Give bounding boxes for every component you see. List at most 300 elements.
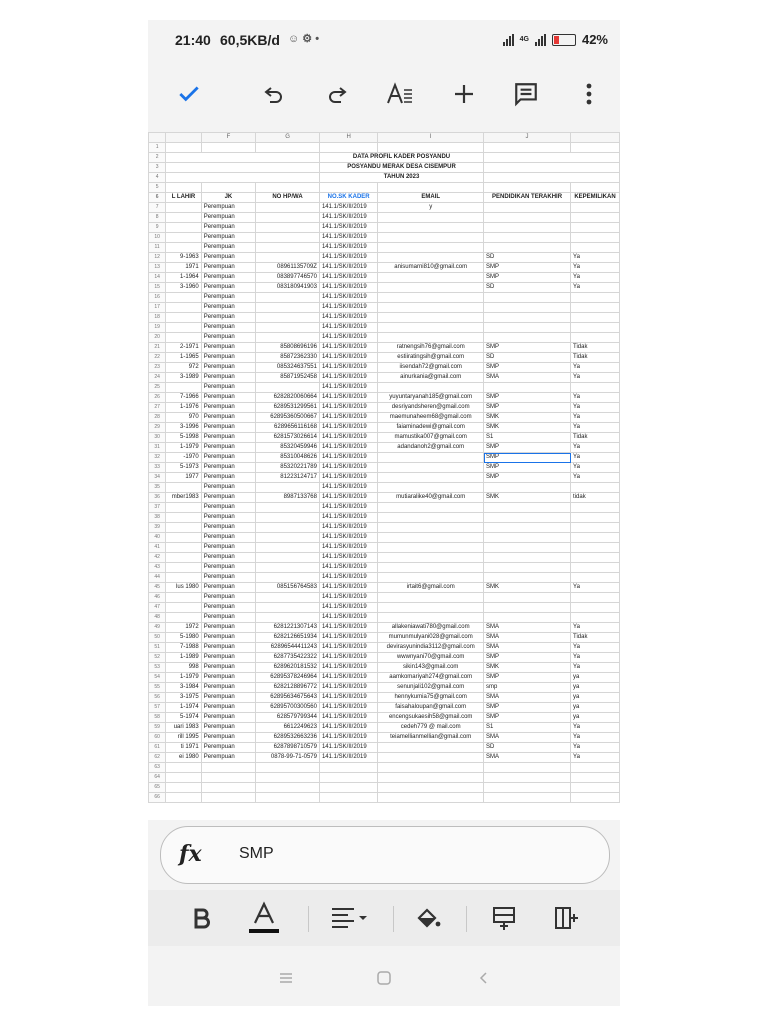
- grid-cell[interactable]: [378, 773, 484, 783]
- grid-cell[interactable]: 1-1979: [166, 673, 202, 683]
- grid-cell[interactable]: [256, 313, 320, 323]
- column-header[interactable]: [166, 133, 202, 143]
- grid-cell[interactable]: 141.1/SK/II/2019: [319, 703, 377, 713]
- grid-cell[interactable]: [378, 753, 484, 763]
- row-number[interactable]: 9: [149, 223, 166, 233]
- grid-cell[interactable]: 141.1/SK/II/2019: [319, 213, 377, 223]
- grid-cell[interactable]: 141.1/SK/II/2019: [319, 553, 377, 563]
- grid-cell[interactable]: [378, 573, 484, 583]
- grid-cell[interactable]: 141.1/SK/II/2019: [319, 453, 377, 463]
- grid-cell[interactable]: cedeh779 @ mail.com: [378, 723, 484, 733]
- grid-cell[interactable]: Perempuan: [201, 623, 255, 633]
- grid-cell[interactable]: encengsukaesih58@gmail.com: [378, 713, 484, 723]
- grid-cell[interactable]: [378, 553, 484, 563]
- grid-cell[interactable]: 141.1/SK/II/2019: [319, 723, 377, 733]
- row-number[interactable]: 17: [149, 303, 166, 313]
- grid-cell[interactable]: Perempuan: [201, 503, 255, 513]
- grid-cell[interactable]: ainurkania@gmail.com: [378, 373, 484, 383]
- grid-cell[interactable]: 141.1/SK/II/2019: [319, 503, 377, 513]
- grid-cell[interactable]: -1970: [166, 453, 202, 463]
- row-number[interactable]: 40: [149, 533, 166, 543]
- grid-cell[interactable]: 141.1/SK/II/2019: [319, 753, 377, 763]
- grid-cell[interactable]: [484, 603, 571, 613]
- grid-cell[interactable]: [166, 153, 320, 163]
- home-icon[interactable]: [370, 964, 398, 992]
- grid-cell[interactable]: ya: [571, 703, 620, 713]
- grid-cell[interactable]: [166, 203, 202, 213]
- grid-cell[interactable]: Ya: [571, 743, 620, 753]
- grid-cell[interactable]: Perempuan: [201, 573, 255, 583]
- grid-cell[interactable]: 628579799344: [256, 713, 320, 723]
- row-number[interactable]: 61: [149, 743, 166, 753]
- grid-cell[interactable]: [378, 523, 484, 533]
- row-number[interactable]: 47: [149, 603, 166, 613]
- grid-cell[interactable]: 6289620181532: [256, 663, 320, 673]
- grid-cell[interactable]: Perempuan: [201, 723, 255, 733]
- grid-cell[interactable]: [571, 213, 620, 223]
- column-title[interactable]: PENDIDIKAN TERAKHIR: [484, 193, 571, 203]
- grid-cell[interactable]: [484, 773, 571, 783]
- grid-cell[interactable]: 141.1/SK/II/2019: [319, 603, 377, 613]
- grid-cell[interactable]: [166, 573, 202, 583]
- grid-cell[interactable]: 1-1989: [166, 653, 202, 663]
- row-number[interactable]: 22: [149, 353, 166, 363]
- grid-cell[interactable]: SMA: [484, 633, 571, 643]
- grid-cell[interactable]: 141.1/SK/II/2019: [319, 653, 377, 663]
- column-header[interactable]: G: [256, 133, 320, 143]
- grid-cell[interactable]: S1: [484, 433, 571, 443]
- grid-cell[interactable]: [378, 743, 484, 753]
- grid-cell[interactable]: Perempuan: [201, 423, 255, 433]
- grid-cell[interactable]: [378, 383, 484, 393]
- grid-cell[interactable]: [166, 773, 202, 783]
- column-title[interactable]: JK: [201, 193, 255, 203]
- row-number[interactable]: 14: [149, 273, 166, 283]
- grid-cell[interactable]: [166, 503, 202, 513]
- grid-cell[interactable]: [319, 763, 377, 773]
- grid-cell[interactable]: 6612249623: [256, 723, 320, 733]
- grid-cell[interactable]: SMA: [484, 753, 571, 763]
- grid-cell[interactable]: 141.1/SK/II/2019: [319, 523, 377, 533]
- row-number[interactable]: 32: [149, 453, 166, 463]
- grid-cell[interactable]: [378, 793, 484, 803]
- grid-cell[interactable]: [484, 313, 571, 323]
- grid-cell[interactable]: SMP: [484, 343, 571, 353]
- grid-cell[interactable]: [256, 333, 320, 343]
- grid-cell[interactable]: Perempuan: [201, 653, 255, 663]
- grid-cell[interactable]: [571, 483, 620, 493]
- grid-cell[interactable]: yuyuntaryanah185@gmail.com: [378, 393, 484, 403]
- grid-cell[interactable]: [571, 503, 620, 513]
- row-number[interactable]: 53: [149, 663, 166, 673]
- grid-cell[interactable]: Perempuan: [201, 263, 255, 273]
- grid-cell[interactable]: 6282126651934: [256, 633, 320, 643]
- grid-cell[interactable]: [256, 573, 320, 583]
- insert-column-icon[interactable]: [548, 900, 584, 936]
- grid-cell[interactable]: lus 1980: [166, 583, 202, 593]
- grid-cell[interactable]: 1-1974: [166, 703, 202, 713]
- grid-cell[interactable]: 998: [166, 663, 202, 673]
- grid-cell[interactable]: [484, 293, 571, 303]
- grid-cell[interactable]: [378, 763, 484, 773]
- grid-cell[interactable]: Perempuan: [201, 563, 255, 573]
- grid-cell[interactable]: Perempuan: [201, 283, 255, 293]
- grid-cell[interactable]: [256, 203, 320, 213]
- grid-cell[interactable]: Perempuan: [201, 533, 255, 543]
- grid-cell[interactable]: Ya: [571, 373, 620, 383]
- selected-cell[interactable]: SMP: [484, 453, 571, 463]
- grid-cell[interactable]: SMK: [484, 493, 571, 503]
- grid-cell[interactable]: Perempuan: [201, 583, 255, 593]
- grid-cell[interactable]: SMP: [484, 393, 571, 403]
- grid-cell[interactable]: 141.1/SK/II/2019: [319, 373, 377, 383]
- grid-cell[interactable]: SMP: [484, 363, 571, 373]
- grid-cell[interactable]: Perempuan: [201, 273, 255, 283]
- grid-cell[interactable]: mamustika007@gmail.com: [378, 433, 484, 443]
- grid-cell[interactable]: 141.1/SK/II/2019: [319, 233, 377, 243]
- row-number[interactable]: 63: [149, 763, 166, 773]
- grid-cell[interactable]: 141.1/SK/II/2019: [319, 433, 377, 443]
- grid-cell[interactable]: [319, 793, 377, 803]
- grid-cell[interactable]: Perempuan: [201, 453, 255, 463]
- grid-cell[interactable]: 141.1/SK/II/2019: [319, 583, 377, 593]
- grid-cell[interactable]: anisumarni810@gmail.com: [378, 263, 484, 273]
- grid-cell[interactable]: Perempuan: [201, 233, 255, 243]
- grid-cell[interactable]: Perempuan: [201, 493, 255, 503]
- row-number[interactable]: 27: [149, 403, 166, 413]
- grid-cell[interactable]: Perempuan: [201, 293, 255, 303]
- grid-cell[interactable]: [571, 763, 620, 773]
- row-number[interactable]: 30: [149, 433, 166, 443]
- grid-cell[interactable]: [166, 513, 202, 523]
- grid-cell[interactable]: 141.1/SK/II/2019: [319, 543, 377, 553]
- grid-cell[interactable]: Perempuan: [201, 413, 255, 423]
- grid-cell[interactable]: 3-1975: [166, 693, 202, 703]
- grid-cell[interactable]: [256, 243, 320, 253]
- grid-cell[interactable]: Ya: [571, 733, 620, 743]
- grid-cell[interactable]: ya: [571, 683, 620, 693]
- grid-cell[interactable]: [571, 143, 620, 153]
- grid-cell[interactable]: SMA: [484, 693, 571, 703]
- grid-cell[interactable]: 141.1/SK/II/2019: [319, 333, 377, 343]
- grid-cell[interactable]: [378, 233, 484, 243]
- grid-cell[interactable]: Ya: [571, 283, 620, 293]
- grid-cell[interactable]: 083180941903: [256, 283, 320, 293]
- grid-cell[interactable]: 85310048626: [256, 453, 320, 463]
- grid-cell[interactable]: [484, 783, 571, 793]
- row-number[interactable]: 55: [149, 683, 166, 693]
- grid-cell[interactable]: [166, 783, 202, 793]
- grid-cell[interactable]: Ya: [571, 263, 620, 273]
- grid-cell[interactable]: Perempuan: [201, 213, 255, 223]
- grid-cell[interactable]: [378, 513, 484, 523]
- grid-cell[interactable]: [484, 793, 571, 803]
- grid-cell[interactable]: 1-1979: [166, 443, 202, 453]
- comment-icon[interactable]: [510, 78, 542, 110]
- row-number[interactable]: 45: [149, 583, 166, 593]
- grid-cell[interactable]: [484, 533, 571, 543]
- grid-cell[interactable]: maemunaheem68@gmail.com: [378, 413, 484, 423]
- grid-cell[interactable]: [166, 303, 202, 313]
- grid-cell[interactable]: 6289532663236: [256, 733, 320, 743]
- row-number[interactable]: 11: [149, 243, 166, 253]
- grid-cell[interactable]: [166, 543, 202, 553]
- grid-cell[interactable]: [201, 143, 255, 153]
- grid-cell[interactable]: [484, 323, 571, 333]
- grid-cell[interactable]: [256, 533, 320, 543]
- row-number[interactable]: 21: [149, 343, 166, 353]
- grid-cell[interactable]: 62895360500667: [256, 413, 320, 423]
- grid-cell[interactable]: Ya: [571, 443, 620, 453]
- grid-cell[interactable]: Perempuan: [201, 343, 255, 353]
- column-title[interactable]: NO.SK KADER: [319, 193, 377, 203]
- grid-cell[interactable]: [484, 243, 571, 253]
- grid-cell[interactable]: [484, 573, 571, 583]
- grid-cell[interactable]: Perempuan: [201, 593, 255, 603]
- row-number[interactable]: 38: [149, 513, 166, 523]
- grid-cell[interactable]: Perempuan: [201, 633, 255, 643]
- row-number[interactable]: 20: [149, 333, 166, 343]
- grid-cell[interactable]: SMK: [484, 663, 571, 673]
- grid-cell[interactable]: SMP: [484, 263, 571, 273]
- grid-cell[interactable]: [378, 143, 484, 153]
- grid-cell[interactable]: [378, 613, 484, 623]
- grid-cell[interactable]: 141.1/SK/II/2019: [319, 573, 377, 583]
- column-title[interactable]: KEPEMILIKAN: [571, 193, 620, 203]
- grid-cell[interactable]: 970: [166, 413, 202, 423]
- grid-cell[interactable]: [166, 163, 320, 173]
- row-number[interactable]: 35: [149, 483, 166, 493]
- more-vert-icon[interactable]: [573, 78, 605, 110]
- grid-cell[interactable]: Ya: [571, 423, 620, 433]
- grid-cell[interactable]: Perempuan: [201, 713, 255, 723]
- grid-cell[interactable]: [201, 783, 255, 793]
- grid-cell[interactable]: Perempuan: [201, 383, 255, 393]
- grid-cell[interactable]: 0878-99-71-0579: [256, 753, 320, 763]
- grid-cell[interactable]: Perempuan: [201, 703, 255, 713]
- grid-cell[interactable]: Perempuan: [201, 443, 255, 453]
- grid-cell[interactable]: 141.1/SK/II/2019: [319, 273, 377, 283]
- grid-cell[interactable]: Tidak: [571, 433, 620, 443]
- row-number[interactable]: 65: [149, 783, 166, 793]
- grid-cell[interactable]: 141.1/SK/II/2019: [319, 633, 377, 643]
- grid-cell[interactable]: [378, 303, 484, 313]
- grid-cell[interactable]: irtait6@gmail.com: [378, 583, 484, 593]
- grid-cell[interactable]: [484, 213, 571, 223]
- grid-cell[interactable]: Perempuan: [201, 693, 255, 703]
- row-number[interactable]: 59: [149, 723, 166, 733]
- row-number[interactable]: 1: [149, 143, 166, 153]
- grid-cell[interactable]: [166, 173, 320, 183]
- grid-cell[interactable]: [166, 793, 202, 803]
- grid-cell[interactable]: [484, 303, 571, 313]
- grid-cell[interactable]: Perempuan: [201, 553, 255, 563]
- grid-cell[interactable]: [166, 613, 202, 623]
- grid-cell[interactable]: Perempuan: [201, 683, 255, 693]
- grid-cell[interactable]: [571, 223, 620, 233]
- grid-cell[interactable]: Ya: [571, 473, 620, 483]
- grid-cell[interactable]: 141.1/SK/II/2019: [319, 303, 377, 313]
- grid-cell[interactable]: Perempuan: [201, 603, 255, 613]
- add-icon[interactable]: [448, 78, 480, 110]
- grid-cell[interactable]: adandanoh2@gmail.com: [378, 443, 484, 453]
- grid-cell[interactable]: [166, 323, 202, 333]
- grid-cell[interactable]: Perempuan: [201, 483, 255, 493]
- grid-cell[interactable]: Perempuan: [201, 743, 255, 753]
- recents-icon[interactable]: [272, 964, 300, 992]
- grid-cell[interactable]: SMP: [484, 403, 571, 413]
- grid-cell[interactable]: SD: [484, 283, 571, 293]
- grid-cell[interactable]: 141.1/SK/II/2019: [319, 343, 377, 353]
- grid-cell[interactable]: 141.1/SK/II/2019: [319, 683, 377, 693]
- grid-cell[interactable]: 3-1989: [166, 373, 202, 383]
- grid-cell[interactable]: [378, 213, 484, 223]
- grid-cell[interactable]: Perempuan: [201, 373, 255, 383]
- grid-cell[interactable]: [256, 323, 320, 333]
- grid-cell[interactable]: 5-1974: [166, 713, 202, 723]
- grid-cell[interactable]: [166, 533, 202, 543]
- grid-cell[interactable]: SMA: [484, 643, 571, 653]
- grid-cell[interactable]: [484, 503, 571, 513]
- grid-cell[interactable]: 62895378246964: [256, 673, 320, 683]
- grid-cell[interactable]: 1972: [166, 623, 202, 633]
- grid-cell[interactable]: [256, 763, 320, 773]
- row-number[interactable]: 43: [149, 563, 166, 573]
- grid-cell[interactable]: mutiaralike40@gmail.com: [378, 493, 484, 503]
- grid-cell[interactable]: [571, 573, 620, 583]
- grid-cell[interactable]: 9-1963: [166, 253, 202, 263]
- row-number[interactable]: 60: [149, 733, 166, 743]
- grid-cell[interactable]: 85872362330: [256, 353, 320, 363]
- row-number[interactable]: 37: [149, 503, 166, 513]
- grid-cell[interactable]: Ya: [571, 583, 620, 593]
- grid-cell[interactable]: [571, 323, 620, 333]
- grid-cell[interactable]: [378, 533, 484, 543]
- grid-cell[interactable]: 141.1/SK/II/2019: [319, 563, 377, 573]
- grid-cell[interactable]: 141.1/SK/II/2019: [319, 533, 377, 543]
- row-number[interactable]: 42: [149, 553, 166, 563]
- grid-cell[interactable]: [256, 293, 320, 303]
- grid-cell[interactable]: 6281221307143: [256, 623, 320, 633]
- grid-cell[interactable]: [166, 763, 202, 773]
- check-icon[interactable]: [173, 78, 205, 110]
- grid-cell[interactable]: 141.1/SK/II/2019: [319, 413, 377, 423]
- bold-icon[interactable]: [184, 900, 220, 936]
- insert-row-icon[interactable]: [486, 900, 522, 936]
- grid-cell[interactable]: Perempuan: [201, 333, 255, 343]
- grid-cell[interactable]: Perempuan: [201, 243, 255, 253]
- row-number[interactable]: 13: [149, 263, 166, 273]
- grid-cell[interactable]: 5-1973: [166, 463, 202, 473]
- grid-cell[interactable]: 141.1/SK/II/2019: [319, 463, 377, 473]
- grid-cell[interactable]: [378, 323, 484, 333]
- text-format-icon[interactable]: [384, 78, 416, 110]
- align-icon[interactable]: [328, 900, 372, 936]
- grid-cell[interactable]: 85320459946: [256, 443, 320, 453]
- grid-cell[interactable]: [166, 293, 202, 303]
- grid-cell[interactable]: ratnengsih76@gmail.com: [378, 343, 484, 353]
- grid-cell[interactable]: [484, 203, 571, 213]
- grid-cell[interactable]: [378, 223, 484, 233]
- grid-cell[interactable]: 141.1/SK/II/2019: [319, 743, 377, 753]
- grid-cell[interactable]: [378, 593, 484, 603]
- row-number[interactable]: 48: [149, 613, 166, 623]
- grid-cell[interactable]: [256, 593, 320, 603]
- grid-cell[interactable]: 972: [166, 363, 202, 373]
- grid-cell[interactable]: [166, 603, 202, 613]
- column-header[interactable]: [571, 133, 620, 143]
- grid-cell[interactable]: 1-1965: [166, 353, 202, 363]
- row-number[interactable]: 39: [149, 523, 166, 533]
- grid-cell[interactable]: [571, 523, 620, 533]
- grid-cell[interactable]: 3-1996: [166, 423, 202, 433]
- grid-cell[interactable]: [256, 603, 320, 613]
- grid-cell[interactable]: [256, 513, 320, 523]
- grid-cell[interactable]: 62896544411243: [256, 643, 320, 653]
- grid-cell[interactable]: [484, 563, 571, 573]
- grid-cell[interactable]: [571, 603, 620, 613]
- grid-cell[interactable]: Perempuan: [201, 353, 255, 363]
- grid-cell[interactable]: [378, 283, 484, 293]
- grid-cell[interactable]: Perempuan: [201, 223, 255, 233]
- grid-cell[interactable]: wwwnyani70@gmail.com: [378, 653, 484, 663]
- grid-cell[interactable]: Tidak: [571, 343, 620, 353]
- grid-cell[interactable]: Perempuan: [201, 663, 255, 673]
- grid-cell[interactable]: [484, 153, 620, 163]
- row-number[interactable]: 24: [149, 373, 166, 383]
- grid-cell[interactable]: [571, 203, 620, 213]
- row-number[interactable]: 64: [149, 773, 166, 783]
- grid-cell[interactable]: [571, 553, 620, 563]
- grid-cell[interactable]: 1971: [166, 263, 202, 273]
- grid-cell[interactable]: Perempuan: [201, 753, 255, 763]
- grid-cell[interactable]: Tidak: [571, 633, 620, 643]
- grid-cell[interactable]: [484, 613, 571, 623]
- grid-cell[interactable]: [378, 603, 484, 613]
- row-number[interactable]: 6: [149, 193, 166, 203]
- grid-cell[interactable]: 62895700300560: [256, 703, 320, 713]
- grid-cell[interactable]: 5-1998: [166, 433, 202, 443]
- row-number[interactable]: 49: [149, 623, 166, 633]
- grid-cell[interactable]: 085324637551: [256, 363, 320, 373]
- grid-cell[interactable]: 141.1/SK/II/2019: [319, 513, 377, 523]
- column-title[interactable]: L LAHIR: [166, 193, 202, 203]
- grid-cell[interactable]: 141.1/SK/II/2019: [319, 443, 377, 453]
- grid-cell[interactable]: SMP: [484, 473, 571, 483]
- grid-cell[interactable]: SMA: [484, 733, 571, 743]
- grid-cell[interactable]: [484, 593, 571, 603]
- grid-cell[interactable]: [166, 313, 202, 323]
- grid-cell[interactable]: [484, 143, 571, 153]
- grid-cell[interactable]: SMP: [484, 703, 571, 713]
- row-number[interactable]: 57: [149, 703, 166, 713]
- grid-cell[interactable]: 141.1/SK/II/2019: [319, 363, 377, 373]
- grid-cell[interactable]: [571, 233, 620, 243]
- grid-cell[interactable]: Ya: [571, 363, 620, 373]
- row-number[interactable]: 15: [149, 283, 166, 293]
- row-number[interactable]: 36: [149, 493, 166, 503]
- grid-cell[interactable]: [378, 183, 484, 193]
- grid-cell[interactable]: Perempuan: [201, 463, 255, 473]
- grid-cell[interactable]: Perempuan: [201, 733, 255, 743]
- grid-cell[interactable]: [166, 523, 202, 533]
- grid-cell[interactable]: 1-1976: [166, 403, 202, 413]
- grid-cell[interactable]: 6287898710579: [256, 743, 320, 753]
- grid-cell[interactable]: Ya: [571, 723, 620, 733]
- grid-cell[interactable]: SMA: [484, 373, 571, 383]
- row-number[interactable]: 2: [149, 153, 166, 163]
- grid-cell[interactable]: [166, 483, 202, 493]
